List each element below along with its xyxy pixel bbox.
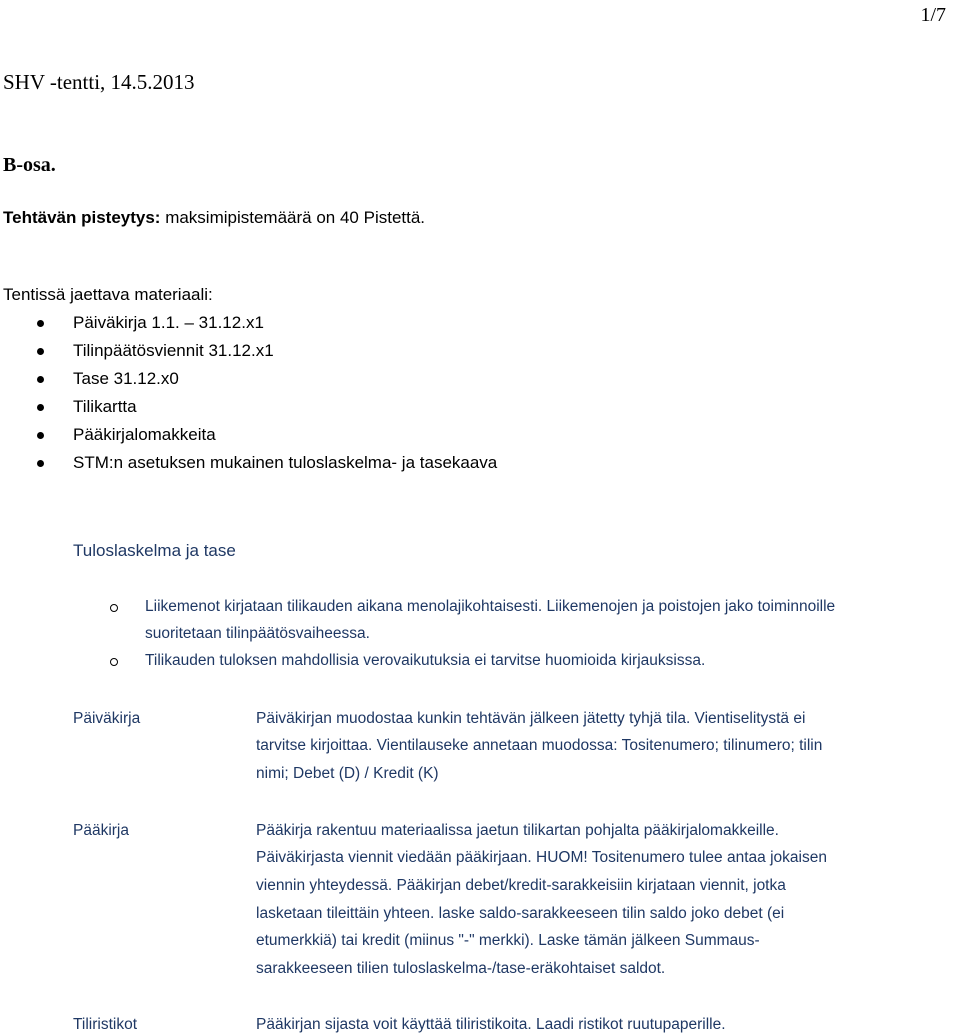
tuloslaskelma-heading: Tuloslaskelma ja tase xyxy=(73,541,236,560)
bullet-icon xyxy=(37,432,44,439)
section-title: B-osa. xyxy=(3,154,56,176)
bullet-icon xyxy=(37,348,44,355)
paakirja-line-5: etumerkkiä) tai kredit (miinus "-" merkki). Laske tämän jälkeen Summaus- xyxy=(256,932,760,949)
paakirja-line-2: Päiväkirjasta viennit viedään pääkirjaan. HUOM! Tositenumero tulee antaa jokaisen xyxy=(256,849,827,866)
paakirja-line-4: lasketaan tileittäin yhteen. laske saldo-sarakkeeseen tilin saldo joko debet (ei xyxy=(256,905,785,922)
bullet-icon xyxy=(37,376,44,383)
paakirja-line-6: sarakkeeseen tilien tuloslaskelma-/tase-eräkohtaiset saldot. xyxy=(256,960,666,977)
paakirja-line-3: viennin yhteydessä. Pääkirjan debet/kredit-sarakkeisiin kirjataan viennit, jotka xyxy=(256,877,786,894)
scoring-line xyxy=(3,207,425,229)
paakirja-line-1: Pääkirja rakentuu materiaalissa jaetun tilikartan pohjalta pääkirjalomakkeille. xyxy=(256,822,779,839)
bullet-icon xyxy=(110,658,118,666)
paakirja-term: Pääkirja xyxy=(73,822,129,839)
paivakirja-line-3: nimi; Debet (D) / Kredit (K) xyxy=(256,765,439,782)
scoring-text: maksimipistemäärä on 40 Pistettä. xyxy=(160,208,426,227)
tuloslaskelma-bullet-1-line-1: Liikemenot kirjataan tilikauden aikana menolajikohtaisesti. Liikemenojen ja poistojen jako toiminnoille xyxy=(145,598,836,615)
materials-heading: Tentissä jaettava materiaali: xyxy=(3,285,213,304)
material-item: Päiväkirja 1.1. – 31.12.x1 xyxy=(73,313,264,332)
paivakirja-term: Päiväkirja xyxy=(73,710,141,727)
material-item: Tilinpäätösviennit 31.12.x1 xyxy=(73,341,274,360)
bullet-icon xyxy=(37,404,44,411)
bullet-icon xyxy=(37,460,44,467)
bullet-icon xyxy=(37,320,44,327)
paivakirja-line-2: tarvitse kirjoittaa. Vientilauseke annetaan muodossa: Tositenumero; tilinumero; tilin xyxy=(256,737,823,754)
tuloslaskelma-bullet-1-line-2: suoritetaan tilinpäätösvaiheessa. xyxy=(145,625,370,642)
tiliristikot-term: Tiliristikot xyxy=(73,1016,138,1033)
page-number: 1/7 xyxy=(920,4,946,26)
exam-title: SHV -tentti, 14.5.2013 xyxy=(3,70,195,94)
material-item: STM:n asetuksen mukainen tuloslaskelma- ja tasekaava xyxy=(73,453,498,472)
bullet-icon xyxy=(110,604,118,612)
tiliristikot-text: Pääkirjan sijasta voit käyttää tiliristikoita. Laadi ristikot ruutupaperille. xyxy=(256,1016,726,1033)
paivakirja-line-1: Päiväkirjan muodostaa kunkin tehtävän jälkeen jätetty tyhjä tila. Vientiselitystä ei xyxy=(256,710,806,727)
material-item: Pääkirjalomakkeita xyxy=(73,425,216,444)
material-item: Tilikartta xyxy=(73,397,137,416)
material-item: Tase 31.12.x0 xyxy=(73,369,179,388)
tuloslaskelma-bullet-2: Tilikauden tuloksen mahdollisia verovaikutuksia ei tarvitse huomioida kirjauksissa. xyxy=(145,652,706,669)
scoring-label: Tehtävän pisteytys: xyxy=(3,208,161,227)
